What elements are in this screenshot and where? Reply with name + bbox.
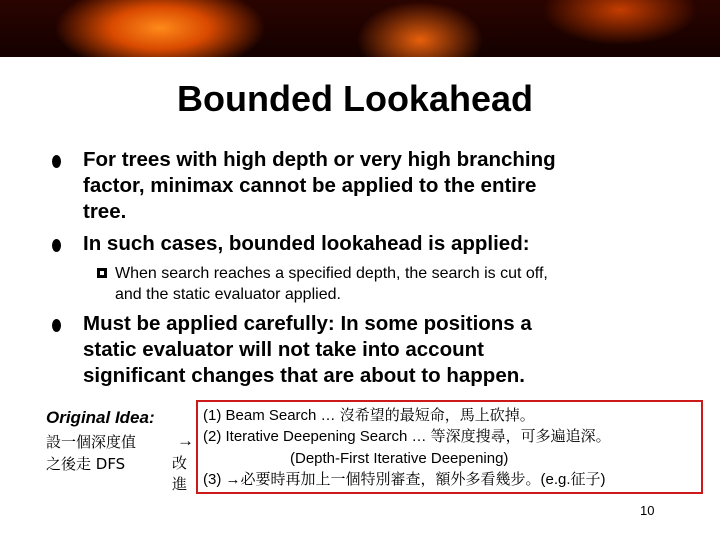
improvement-line-3: (Depth-First Iterative Deepening) bbox=[290, 450, 509, 467]
bullet-3-line-3: significant changes that are about to happen. bbox=[83, 364, 525, 387]
bullet-3-line-2: static evaluator will not take into account bbox=[83, 338, 484, 361]
improvement-line-1: (1) Beam Search … 沒希望的最短命，馬上砍掉。 bbox=[203, 407, 535, 424]
bullet-1-line-1: For trees with high depth or very high branching bbox=[83, 148, 556, 171]
right-arrow-icon: → bbox=[225, 471, 241, 488]
page-number: 10 bbox=[640, 503, 655, 518]
bullet-icon bbox=[52, 239, 61, 252]
bullet-2-line-1: In such cases, bounded lookahead is applied: bbox=[83, 232, 530, 255]
bullet-3-line-1: Must be applied carefully: In some positions a bbox=[83, 312, 532, 335]
sub-bullet-line-1: When search reaches a specified depth, the search is cut off, bbox=[115, 265, 548, 282]
original-idea-line-2: 之後走 DFS bbox=[46, 455, 126, 473]
improve-char-1: 改 bbox=[172, 454, 188, 472]
right-arrow-icon: → bbox=[177, 431, 194, 450]
improvement-line-4 bbox=[203, 470, 606, 490]
improvements-box bbox=[196, 400, 703, 494]
original-idea-label: Original Idea: bbox=[46, 408, 155, 427]
sub-bullet-line-2: and the static evaluator applied. bbox=[115, 286, 341, 303]
sub-bullet-icon bbox=[97, 268, 107, 278]
bullet-icon bbox=[52, 319, 61, 332]
improvement-line-2: (2) Iterative Deepening Search … 等深度搜尋，可多遍追深。 bbox=[203, 428, 611, 445]
bullet-icon bbox=[52, 155, 61, 168]
improve-char-2: 進 bbox=[172, 475, 188, 493]
improvement-line-4-text: 必要時再加上一個特別審查，額外多看幾步。(e.g.征子) bbox=[240, 471, 606, 488]
original-idea-line-1: 設一個深度值 bbox=[46, 433, 137, 451]
bullet-1-line-2: factor, minimax cannot be applied to the entire bbox=[83, 174, 537, 197]
bullet-1-line-3: tree. bbox=[83, 200, 127, 223]
improvement-line-4-prefix: (3) bbox=[203, 471, 226, 488]
slide-title: Bounded Lookahead bbox=[176, 78, 533, 119]
header-banner-image bbox=[0, 0, 720, 57]
